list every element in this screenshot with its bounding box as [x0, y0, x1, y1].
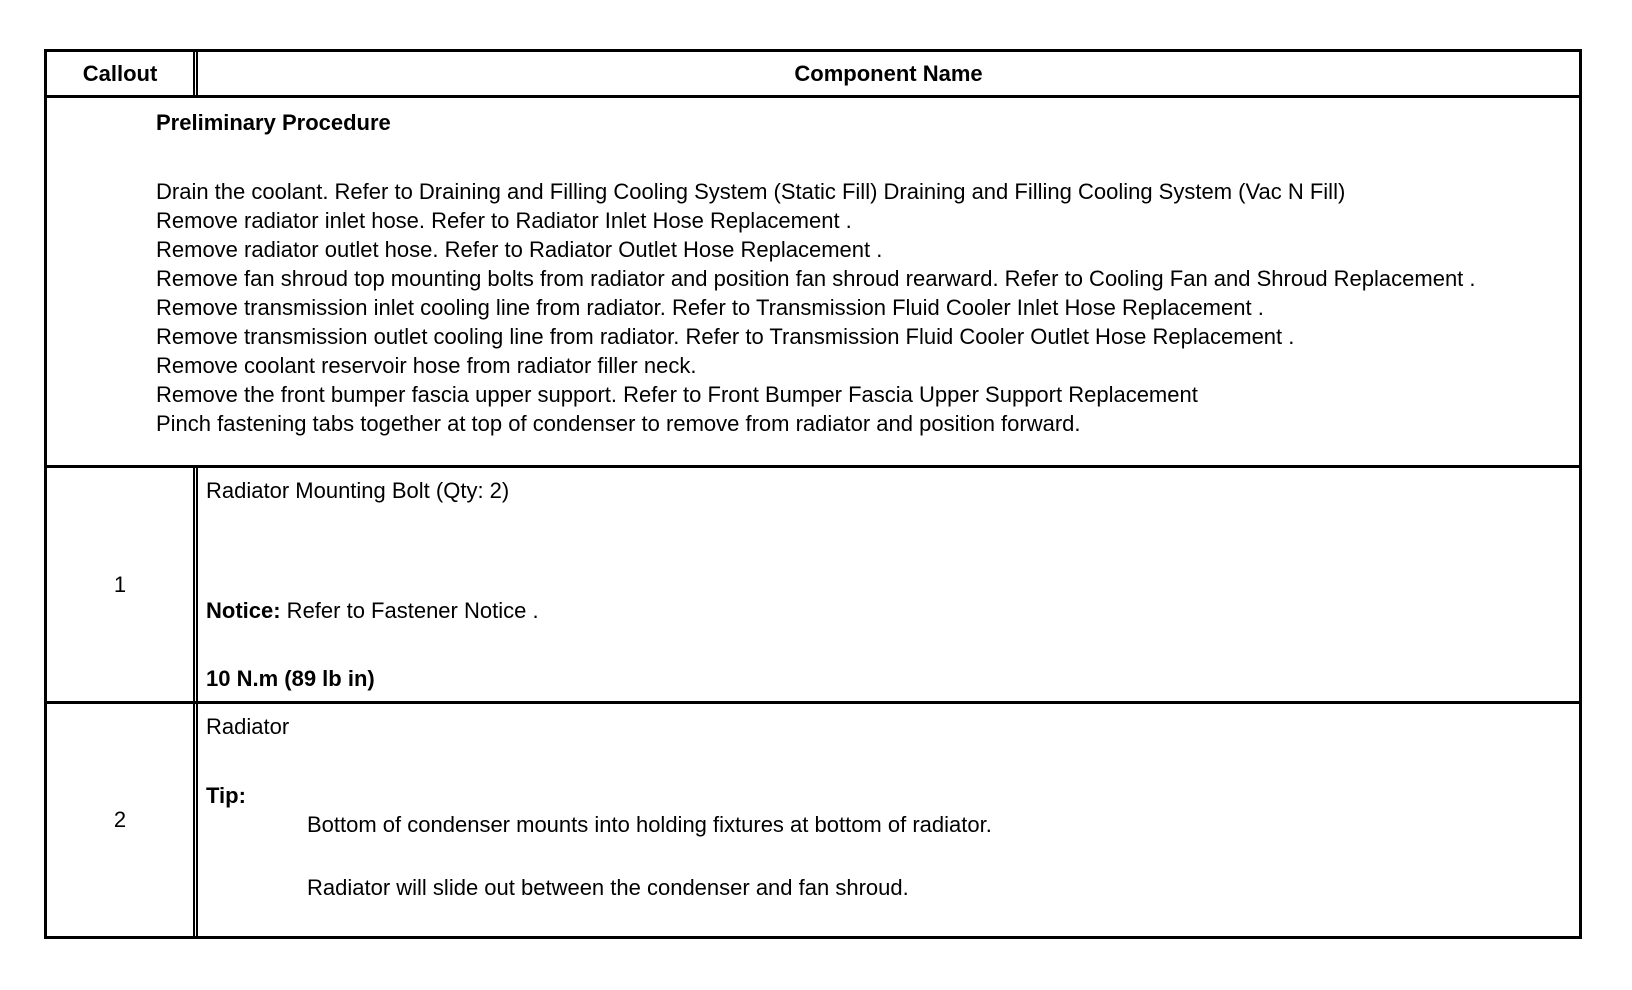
table-row	[47, 701, 1579, 936]
prelim-step: Remove transmission inlet cooling line from radiator. Refer to Transmission Fluid Cooler Inlet Hose Replacement .	[156, 295, 1264, 320]
table-header-row	[47, 52, 1579, 95]
prelim-step: Remove coolant reservoir hose from radiator filler neck.	[156, 353, 697, 378]
component-title: Radiator Mounting Bolt (Qty: 2)	[206, 478, 510, 503]
component-cell	[198, 704, 1579, 936]
tip-text: Bottom of condenser mounts into holding fixtures at bottom of radiator.	[307, 812, 992, 837]
callout-number: 2	[47, 704, 198, 936]
tip-text: Radiator will slide out between the condenser and fan shroud.	[307, 875, 909, 900]
preliminary-title: Preliminary Procedure	[156, 110, 391, 135]
prelim-step: Remove transmission outlet cooling line from radiator. Refer to Transmission Fluid Cooler Outlet Hose Replacement .	[156, 324, 1295, 349]
prelim-step: Remove radiator outlet hose. Refer to Radiator Outlet Hose Replacement .	[156, 237, 883, 262]
component-title: Radiator	[206, 714, 290, 739]
callout-number: 1	[47, 468, 198, 701]
torque-spec: 10 N.m (89 lb in)	[206, 666, 375, 691]
prelim-step: Remove radiator inlet hose. Refer to Radiator Inlet Hose Replacement .	[156, 208, 852, 233]
header-callout: Callout	[47, 52, 198, 95]
prelim-step: Remove the front bumper fascia upper support. Refer to Front Bumper Fascia Upper Support Replacement	[156, 382, 1198, 407]
preliminary-procedure-row	[47, 95, 1579, 465]
preliminary-procedure	[156, 108, 1476, 465]
tip-label: Tip:	[206, 783, 246, 808]
notice-line	[206, 596, 539, 625]
prelim-step: Remove fan shroud top mounting bolts from radiator and position fan shroud rearward. Refer to Cooling Fan and Shroud Replacement .	[156, 266, 1476, 291]
table-row	[47, 465, 1579, 701]
notice-text: Refer to Fastener Notice .	[280, 598, 539, 623]
component-table	[44, 49, 1582, 939]
prelim-step: Drain the coolant. Refer to Draining and Filling Cooling System (Static Fill) Draining and Filling Cooling System (Vac N Fill)	[156, 179, 1346, 204]
header-component-name: Component Name	[794, 60, 983, 86]
notice-label: Notice:	[206, 598, 281, 623]
component-cell	[198, 468, 1579, 701]
prelim-step: Pinch fastening tabs together at top of condenser to remove from radiator and position forward.	[156, 411, 1081, 436]
